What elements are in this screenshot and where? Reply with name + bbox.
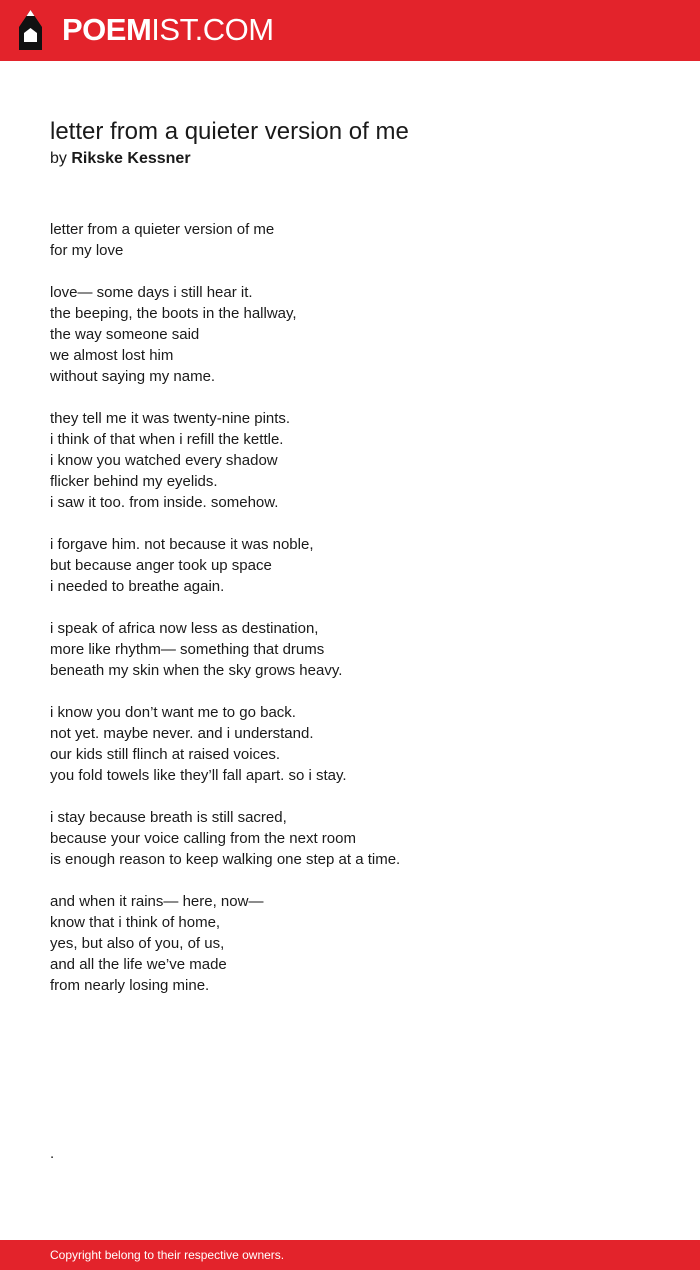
poem-line: you fold towels like they’ll fall apart. so i stay. [50,767,347,784]
stanza [50,219,650,261]
poem-line: i know you watched every shadow [50,452,278,469]
stanza-gap [50,681,650,702]
byline [50,149,191,169]
stanza [50,702,650,786]
stanza [50,891,650,996]
logo-bold-text: POEM [62,12,152,47]
poem-line: not yet. maybe never. and i understand. [50,725,314,742]
poem-line: flicker behind my eyelids. [50,473,218,490]
stanza-gap [50,387,650,408]
poem-line: the beeping, the boots in the hallway, [50,305,297,322]
poem-line: without saying my name. [50,368,216,385]
poem-line: we almost lost him [50,347,174,364]
site-footer [0,1240,700,1270]
stanza [50,618,650,681]
stanza-gap [50,786,650,807]
poem-line: and when it rains— here, now— [50,893,264,910]
poem-line: i saw it too. from inside. somehow. [50,494,279,511]
trailing-mark: . [50,1145,55,1162]
poem-line: beneath my skin when the sky grows heavy. [50,662,343,679]
poem-line: i stay because breath is still sacred, [50,809,287,826]
poem-line: but because anger took up space [50,557,272,574]
stanza [50,534,650,597]
poem-line: the way someone said [50,326,200,343]
poem-line: i speak of africa now less as destination, [50,620,319,637]
poem-body [50,219,650,996]
stanza-gap [50,513,650,534]
poem-line: from nearly losing mine. [50,977,210,994]
poem-line: letter from a quieter version of me [50,221,275,238]
poem-line: more like rhythm— something that drums [50,641,325,658]
poem-line: yes, but also of you, of us, [50,935,225,952]
poem-line: know that i think of home, [50,914,221,931]
stanza [50,408,650,513]
site-header [0,0,700,61]
stanza-gap [50,261,650,282]
stanza-gap [50,597,650,618]
logo-light-text: IST.COM [151,12,274,47]
stanza-gap [50,870,650,891]
poem-line: and all the life we’ve made [50,956,227,973]
poem-line: i think of that when i refill the kettle. [50,431,284,448]
poem-line: because your voice calling from the next room [50,830,356,847]
author-name: Rikske Kessner [71,150,191,167]
site-logo[interactable] [62,12,274,48]
poem-line: our kids still flinch at raised voices. [50,746,281,763]
stanza [50,807,650,870]
poem-title: letter from a quieter version of me [50,118,409,145]
poem-line: i forgave him. not because it was noble, [50,536,314,553]
by-label: by [50,150,67,167]
poem-line: is enough reason to keep walking one step at a time. [50,851,401,868]
stanza [50,282,650,387]
pencil-tip-icon[interactable] [18,9,43,51]
copyright-notice: Copyright belong to their respective owners. [50,1248,285,1262]
poem-line: i know you don’t want me to go back. [50,704,296,721]
poem-line: i needed to breathe again. [50,578,225,595]
poem-line: for my love [50,242,124,259]
poem-line: love— some days i still hear it. [50,284,253,301]
poem-line: they tell me it was twenty-nine pints. [50,410,291,427]
